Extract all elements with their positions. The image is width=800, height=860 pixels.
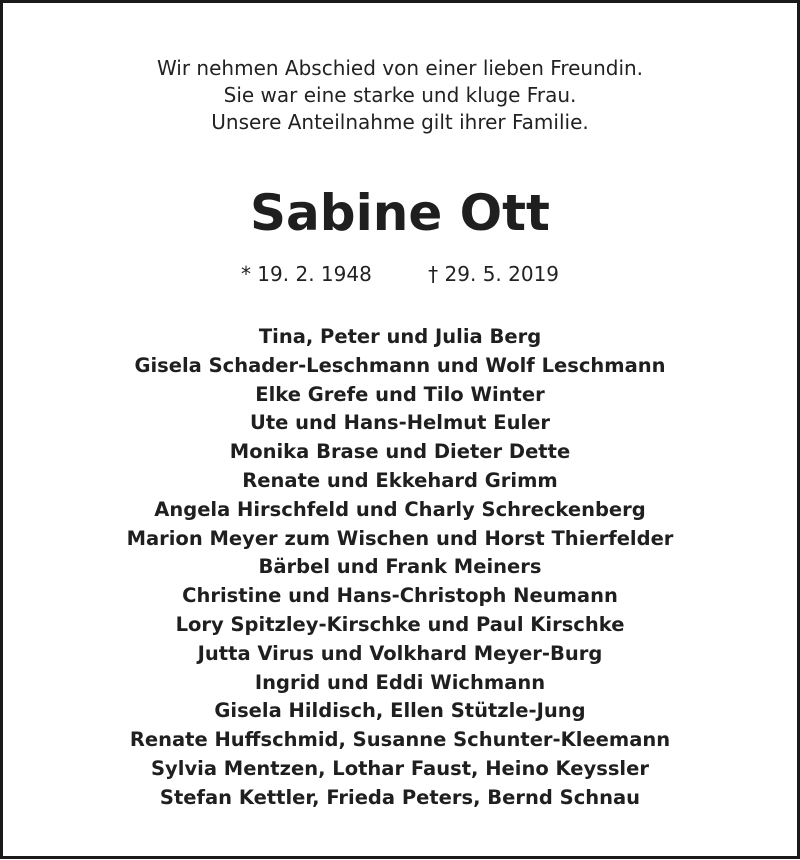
- intro-line: Wir nehmen Abschied von einer lieben Freundin.: [156, 56, 644, 80]
- mourner-line: Ute und Hans-Helmut Euler: [249, 411, 550, 435]
- life-dates: [3, 261, 797, 287]
- mourner-line: Stefan Kettler, Frieda Peters, Bernd Schnau: [159, 785, 641, 809]
- deceased-name: Sabine Ott: [250, 184, 550, 242]
- mourner-line: Gisela Schader-Leschmann und Wolf Leschmann: [134, 353, 666, 377]
- intro-line: Sie war eine starke und kluge Frau.: [223, 83, 577, 107]
- intro-text: [3, 55, 797, 136]
- mourner-line: Renate Huffschmid, Susanne Schunter-Kleemann: [129, 728, 671, 752]
- mourner-line: Bärbel und Frank Meiners: [258, 555, 542, 579]
- birth-date: * 19. 2. 1948: [240, 262, 372, 286]
- mourner-line: Sylvia Mentzen, Lothar Faust, Heino Keyssler: [151, 756, 649, 780]
- mourner-line: Marion Meyer zum Wischen und Horst Thierfelder: [126, 526, 674, 550]
- mourner-line: Christine und Hans-Christoph Neumann: [182, 584, 618, 608]
- mourner-line: Tina, Peter und Julia Berg: [258, 325, 542, 348]
- mourner-line: Angela Hirschfeld und Charly Schreckenberg: [154, 497, 646, 521]
- mourners-list: [3, 323, 797, 813]
- mourner-line: Jutta Virus und Volkhard Meyer-Burg: [197, 641, 603, 665]
- mourner-line: Ingrid und Eddi Wichmann: [254, 670, 546, 694]
- mourner-line: Lory Spitzley-Kirschke und Paul Kirschke: [175, 612, 625, 636]
- mourner-line: Monika Brase und Dieter Dette: [229, 440, 571, 464]
- death-date: † 29. 5. 2019: [428, 262, 560, 286]
- intro-line: Unsere Anteilnahme gilt ihrer Familie.: [211, 110, 589, 134]
- mourner-line: Renate und Ekkehard Grimm: [242, 468, 558, 492]
- mourner-line: Elke Grefe und Tilo Winter: [255, 382, 545, 406]
- mourner-line: Gisela Hildisch, Ellen Stützle-Jung: [214, 699, 586, 723]
